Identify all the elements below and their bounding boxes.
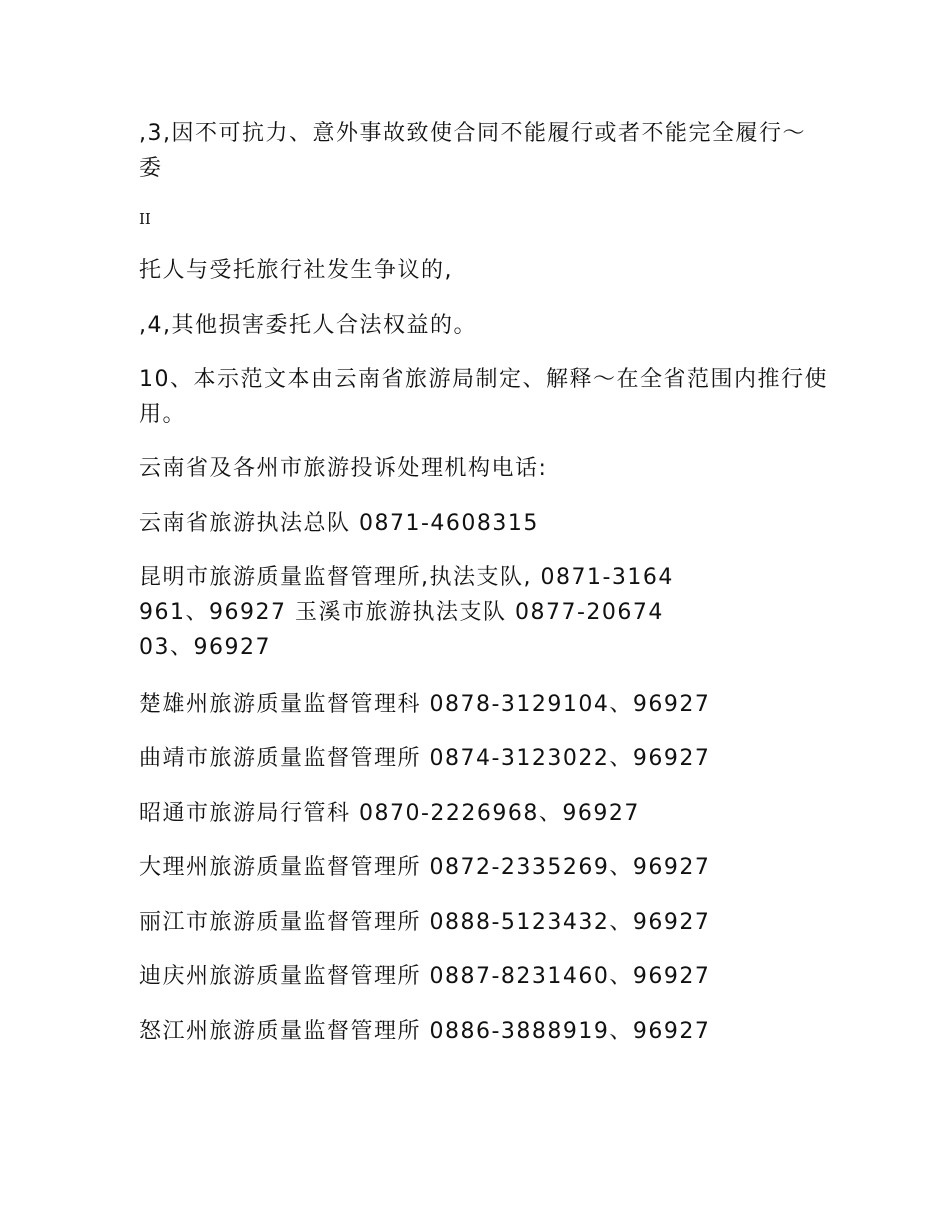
contact-yunnan: 云南省旅游执法总队 0871-4608315 bbox=[139, 511, 539, 536]
contact-nujiang: 怒江州旅游质量监督管理所 0886-3888919、96927 bbox=[139, 1019, 711, 1044]
complaint-phones-heading: 云南省及各州市旅游投诉处理机构电话: bbox=[139, 456, 548, 481]
contact-qujing: 曲靖市旅游质量监督管理所 0874-3123022、96927 bbox=[139, 746, 711, 771]
contact-lijiang: 丽江市旅游质量监督管理所 0888-5123432、96927 bbox=[139, 910, 711, 935]
contact-diqing: 迪庆州旅游质量监督管理所 0887-8231460、96927 bbox=[139, 964, 711, 989]
paragraph-clause-4: ,4,其他损害委托人合法权益的。 bbox=[139, 313, 477, 338]
paragraph-dispute: 托人与受托旅行社发生争议的, bbox=[139, 258, 453, 283]
contact-dali: 大理州旅游质量监督管理所 0872-2335269、96927 bbox=[139, 855, 711, 880]
contact-kunming-yuxi: 昆明市旅游质量监督管理所,执法支队, 0871-3164961、96927 玉溪市旅游执法支队 0877-2067403、96927 bbox=[139, 565, 674, 660]
contact-zhaotong: 昭通市旅游局行管科 0870-2226968、96927 bbox=[139, 801, 640, 826]
contact-chuxiong: 楚雄州旅游质量监督管理科 0878-3129104、96927 bbox=[139, 692, 711, 717]
paragraph-clause-3: ,3,因不可抗力、意外事故致使合同不能履行或者不能完全履行～委 bbox=[139, 121, 806, 181]
page-mark: II bbox=[139, 210, 151, 228]
paragraph-item-10: 10、本示范文本由云南省旅游局制定、解释～在全省范围内推行使用。 bbox=[139, 367, 828, 427]
